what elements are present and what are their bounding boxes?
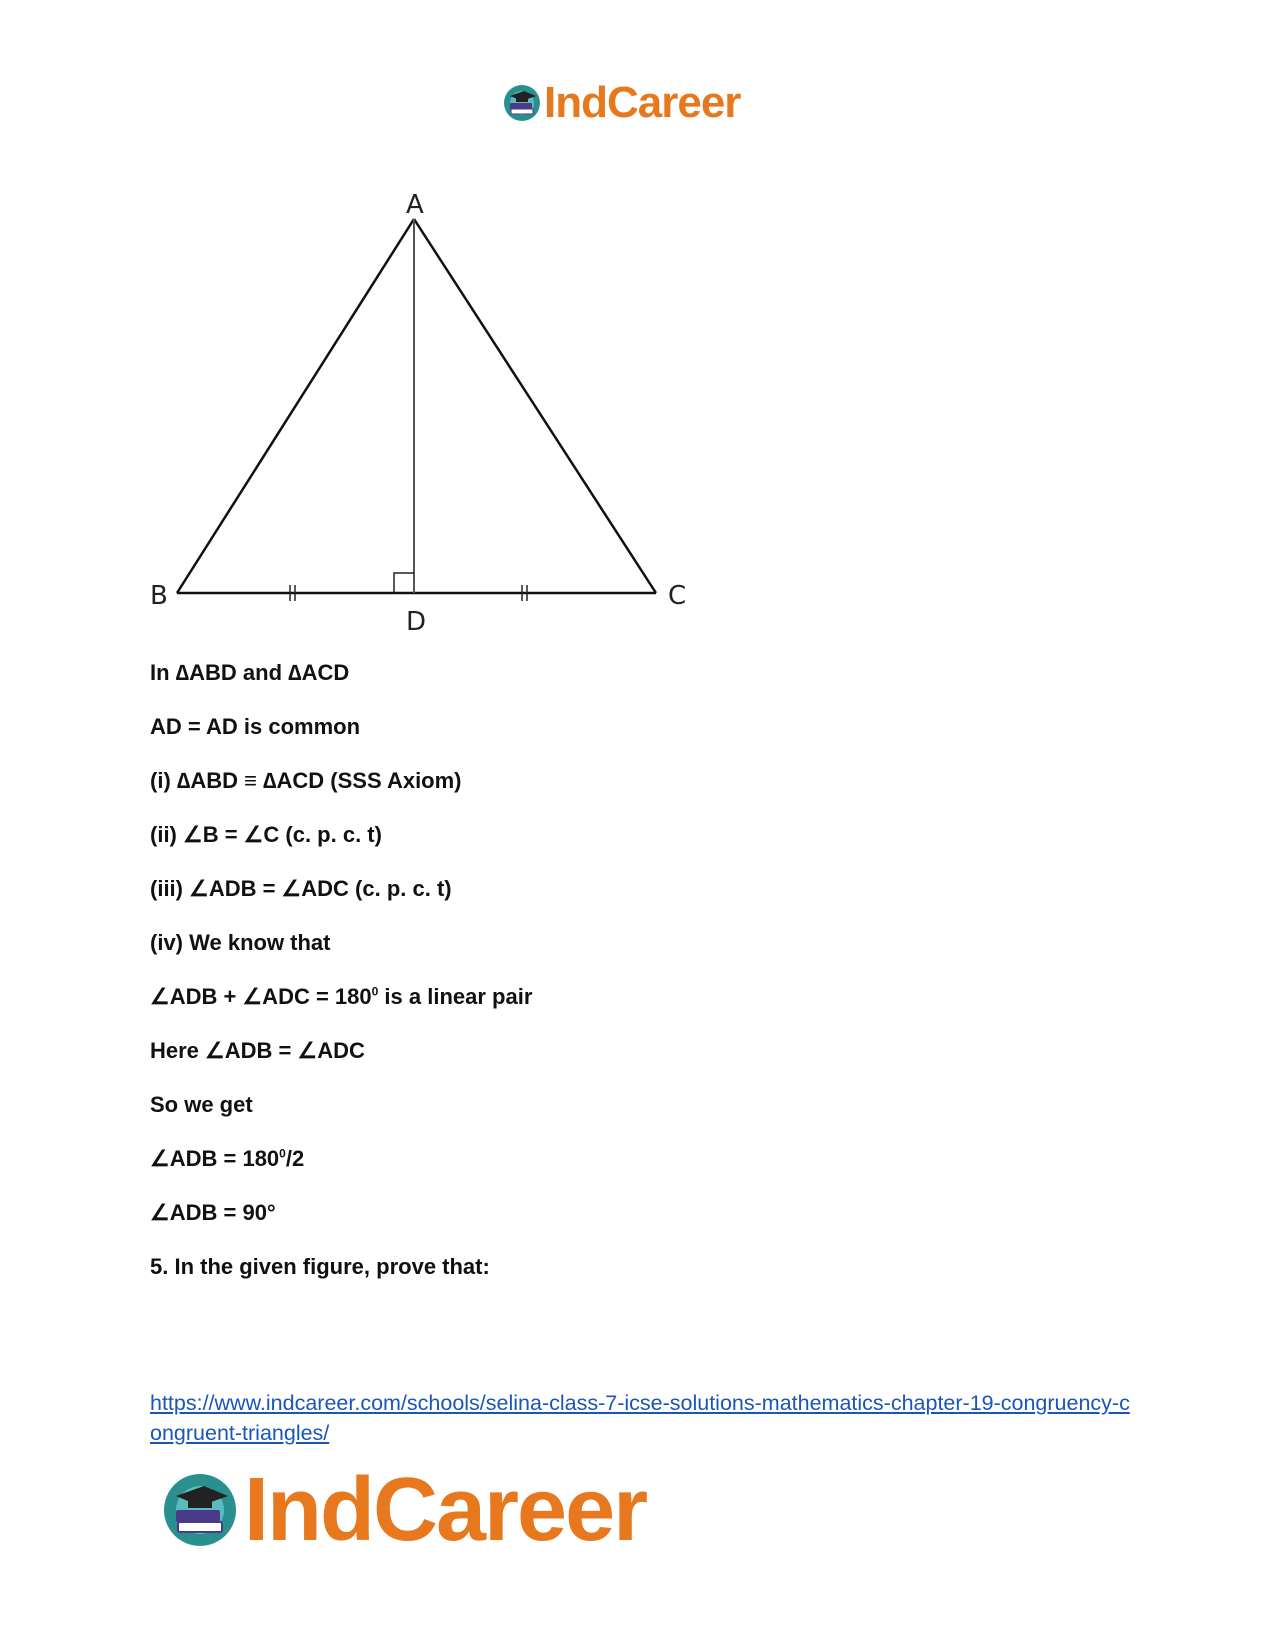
text-fragment: ∠ADB = 180 <box>150 1146 280 1171</box>
indcareer-logo-bottom <box>160 1459 647 1560</box>
text-fragment: /2 <box>285 1146 305 1171</box>
vertex-label-b: B <box>150 581 168 611</box>
logo-wordmark: IndCareer <box>244 1459 647 1560</box>
indcareer-logo-top <box>502 76 740 130</box>
text-line <box>150 984 532 1010</box>
right-angle-mark <box>394 573 414 593</box>
superscript: 0 <box>371 984 379 999</box>
triangle-figure <box>150 180 730 650</box>
logo-wordmark: IndCareer <box>544 78 741 127</box>
text-line: ∠ADB = 90° <box>150 1200 276 1225</box>
text-line: 5. In the given figure, prove that: <box>150 1254 490 1279</box>
vertex-label-c: C <box>668 581 687 611</box>
graduation-cap-book-icon <box>502 83 542 123</box>
text-line: (i) ∆ABD ≡ ∆ACD (SSS Axiom) <box>150 768 462 793</box>
text-fragment: ∠ADB + ∠ADC = 180 <box>150 984 372 1009</box>
superscript: 0 <box>279 1146 286 1161</box>
text-line: (ii) ∠B = ∠C (c. p. c. t) <box>150 822 382 847</box>
graduation-cap-book-icon <box>160 1470 240 1550</box>
text-line: AD = AD is common <box>150 714 361 739</box>
text-line: (iv) We know that <box>150 930 331 955</box>
source-link[interactable]: https://www.indcareer.com/schools/selina-class-7-icse-solutions-mathematics-chapter-19-congruency-congruent-triangles/ <box>150 1391 1130 1445</box>
text-line: In ∆ABD and ∆ACD <box>150 660 350 685</box>
side-ab <box>177 219 414 593</box>
text-line: (iii) ∠ADB = ∠ADC (c. p. c. t) <box>150 876 452 901</box>
text-line: Here ∠ADB = ∠ADC <box>150 1038 365 1063</box>
text-line <box>150 1146 304 1172</box>
side-ac <box>414 219 656 593</box>
text-line: So we get <box>150 1092 253 1117</box>
vertex-label-a: A <box>406 190 424 220</box>
text-fragment: is a linear pair <box>378 984 533 1009</box>
vertex-label-d: D <box>406 607 427 637</box>
